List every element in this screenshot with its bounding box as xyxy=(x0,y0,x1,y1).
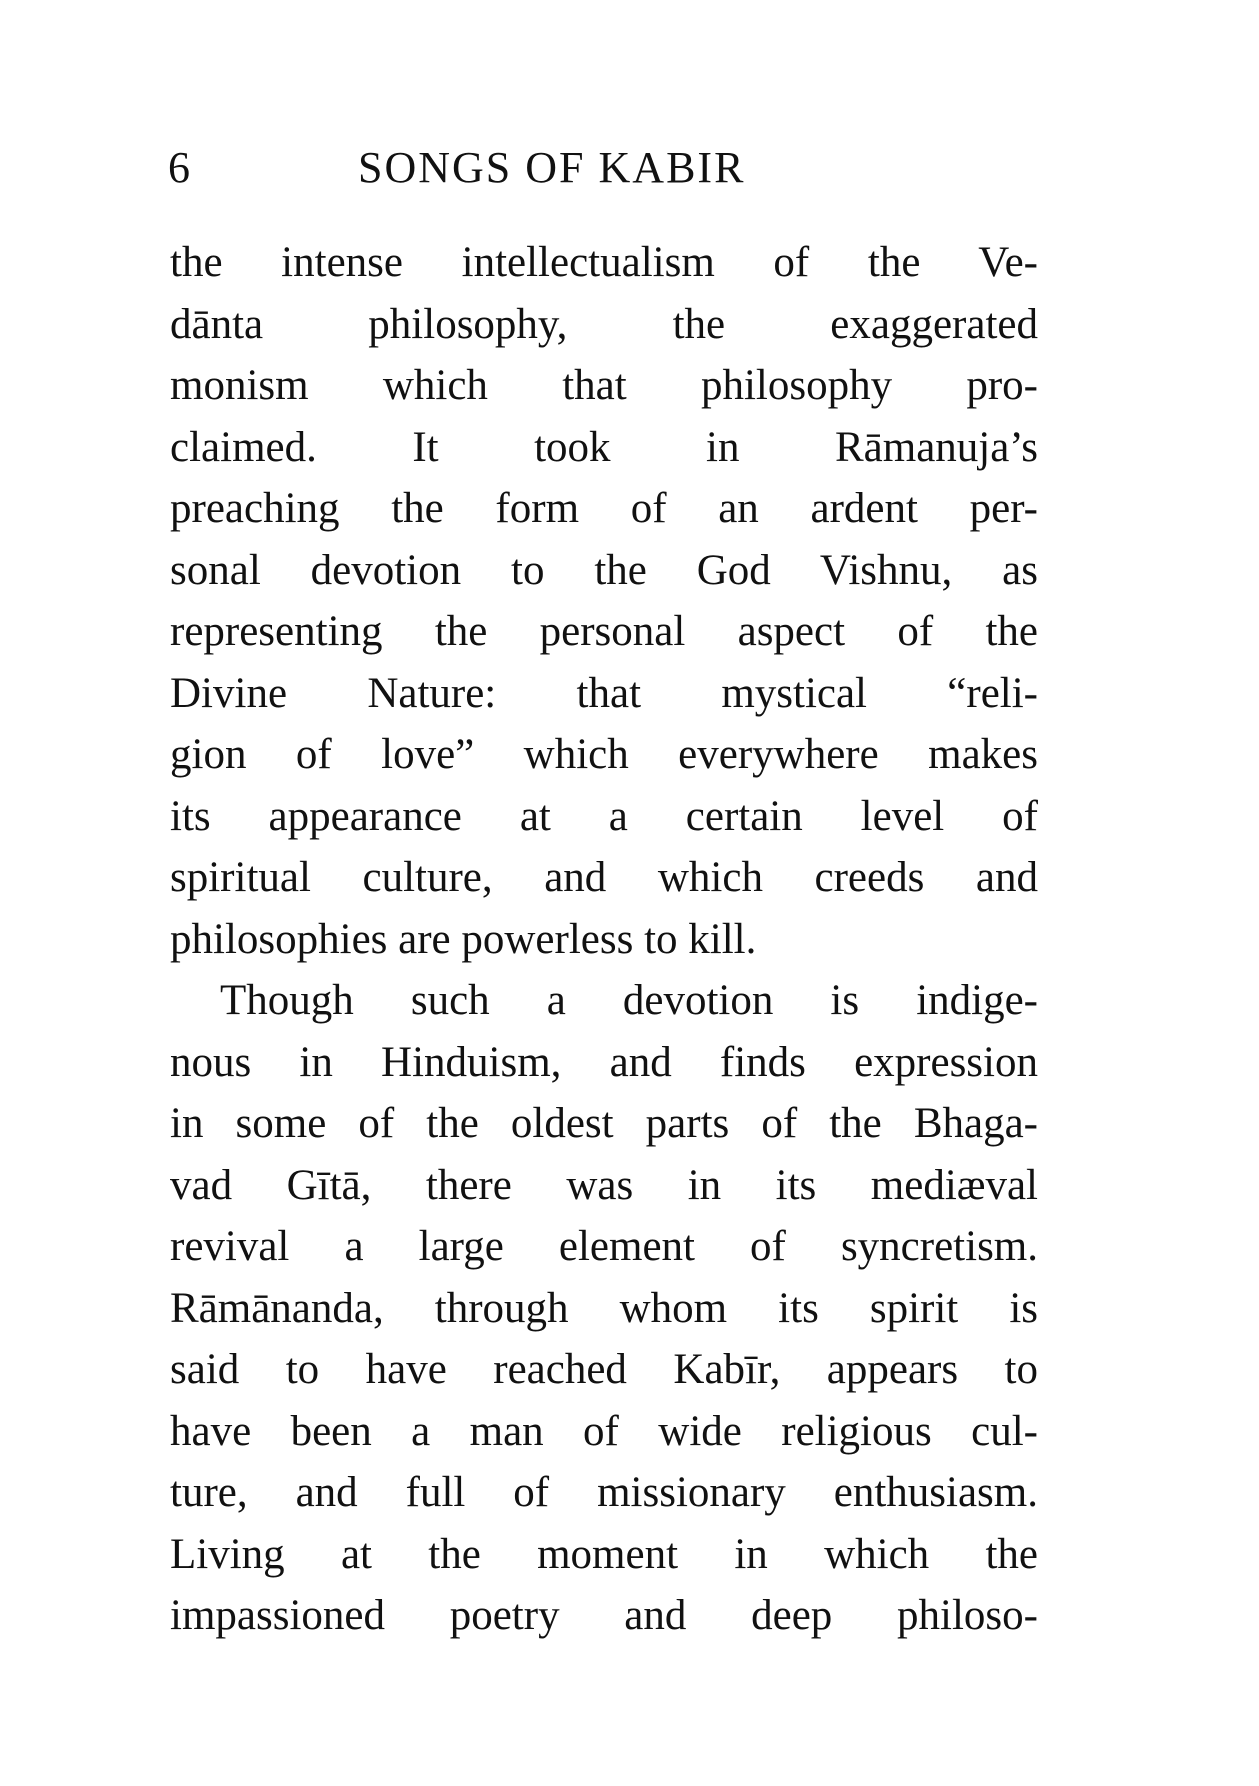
text-line: Rāmānanda, through whom its spirit is xyxy=(170,1284,1038,1332)
running-head xyxy=(168,138,1038,198)
text-line: impassioned poetry and deep philoso- xyxy=(170,1592,1038,1639)
text-line: Living at the moment in which the xyxy=(170,1530,1038,1578)
text-line: claimed. It took in Rāmanuja’s xyxy=(170,423,1038,471)
book-title: SONGS OF KABIR xyxy=(358,143,746,192)
page-number: 6 xyxy=(168,143,191,192)
text-line: in some of the oldest parts of the Bhaga- xyxy=(170,1100,1038,1147)
text-line: dānta philosophy, the exaggerated xyxy=(170,300,1038,348)
body-text xyxy=(170,232,1038,1647)
text-line: spiritual culture, and which creeds and xyxy=(170,854,1038,901)
text-line: said to have reached Kabīr, appears to xyxy=(170,1346,1038,1393)
text-line: monism which that philosophy pro- xyxy=(170,362,1038,409)
text-line: its appearance at a certain level of xyxy=(170,792,1038,840)
text-line: have been a man of wide religious cul- xyxy=(170,1407,1038,1455)
paragraph-start-line: Though such a devotion is indige- xyxy=(220,977,1038,1024)
paragraph-end-line: philosophies are powerless to kill. xyxy=(170,915,757,963)
text-line: sonal devotion to the God Vishnu, as xyxy=(170,546,1038,594)
text-line: preaching the form of an ardent per- xyxy=(170,485,1038,532)
text-line: Divine Nature: that mystical “reli- xyxy=(170,669,1038,717)
text-line: vad Gītā, there was in its mediæval xyxy=(170,1161,1038,1209)
text-line: ture, and full of missionary enthusiasm. xyxy=(170,1469,1038,1516)
text-line: the intense intellectualism of the Ve- xyxy=(170,239,1038,286)
text-line: representing the personal aspect of the xyxy=(170,608,1038,655)
text-line: gion of love” which everywhere makes xyxy=(170,731,1038,778)
text-line: revival a large element of syncretism. xyxy=(170,1223,1038,1270)
text-line: nous in Hinduism, and finds expression xyxy=(170,1038,1038,1086)
